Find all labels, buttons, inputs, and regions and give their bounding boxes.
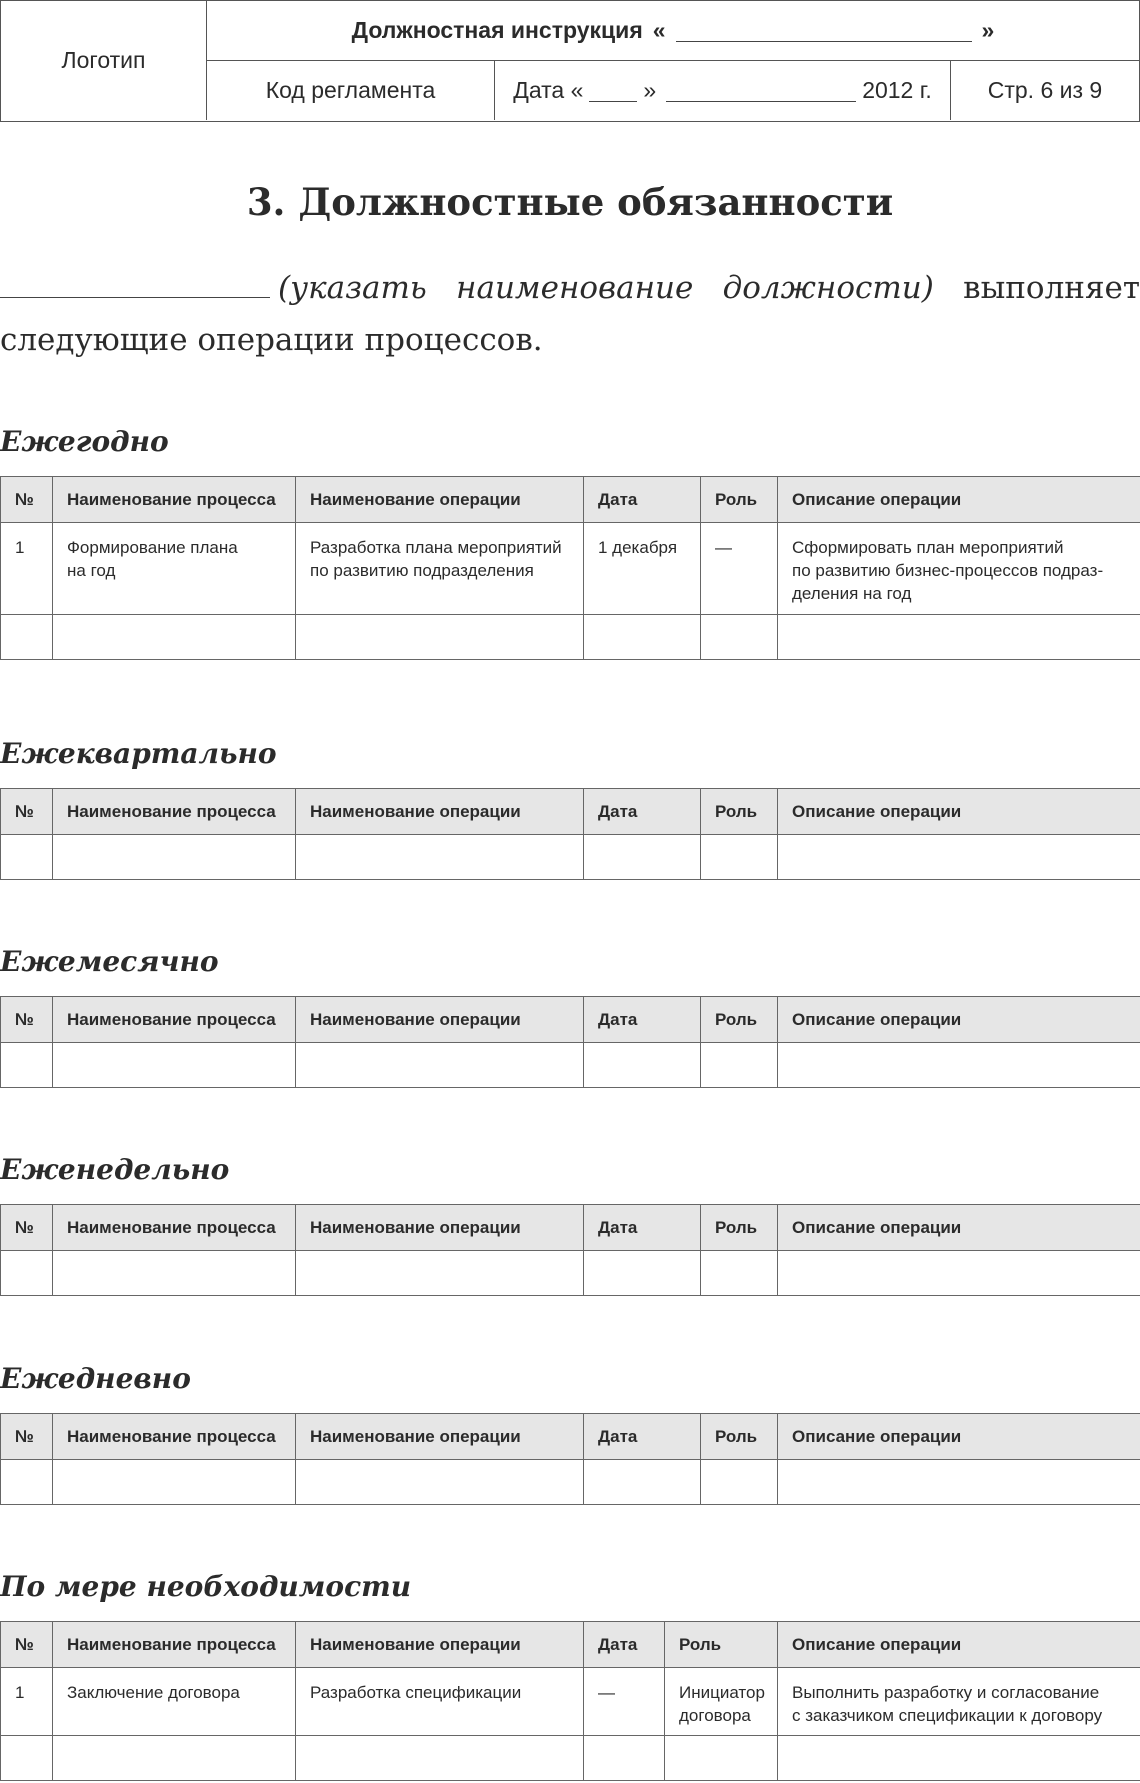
column-header: Дата [584,1622,665,1668]
empty-cell[interactable] [584,1043,701,1088]
column-header: № [1,477,53,523]
column-header: № [1,997,53,1043]
table-cell: — [584,1668,665,1736]
section-heading: По мере необходимости [0,1570,412,1603]
empty-cell[interactable] [1,615,53,660]
empty-cell[interactable] [584,1251,701,1296]
operations-table [0,1621,1140,1781]
date-mid: » [643,77,657,103]
open-quote: « [652,17,666,43]
doc-title: Должностная инструкция [351,17,643,43]
column-header: Описание операции [778,1414,1140,1460]
column-header: Роль [701,997,778,1043]
empty-table-row[interactable] [1,615,1140,660]
operations-table [0,1413,1140,1505]
empty-cell[interactable] [1,1043,53,1088]
doc-meta-row [207,61,1139,120]
empty-table-row[interactable] [1,1043,1140,1088]
operations-table [0,996,1140,1088]
empty-cell[interactable] [584,615,701,660]
empty-cell[interactable] [778,1043,1140,1088]
date-prefix: Дата « [513,77,584,103]
column-header: Описание операции [778,477,1140,523]
empty-cell[interactable] [53,1460,296,1505]
empty-cell[interactable] [778,1251,1140,1296]
empty-cell[interactable] [665,1736,778,1781]
table-cell: Разработка спецификации [296,1668,584,1736]
date-month-blank[interactable] [666,80,856,102]
empty-cell[interactable] [53,1043,296,1088]
column-header: Роль [701,1205,778,1251]
empty-cell[interactable] [701,835,778,880]
close-quote: » [981,17,995,43]
column-header: Наименование операции [296,789,584,835]
column-header: Наименование операции [296,997,584,1043]
column-header: Описание операции [778,1622,1140,1668]
empty-cell[interactable] [701,1251,778,1296]
doc-title-row [207,1,1139,61]
empty-cell[interactable] [296,1736,584,1781]
page-number: Стр. 6 из 9 [987,77,1103,103]
empty-cell[interactable] [1,1460,53,1505]
column-header: Дата [584,1205,701,1251]
date-day-blank[interactable] [589,80,637,102]
reg-code: Код регламента [207,61,495,120]
section-title: 3. Должностные обязанности [246,180,894,224]
table-row [1,1668,1140,1736]
column-header: Наименование операции [296,1622,584,1668]
column-header: Дата [584,997,701,1043]
column-header: Наименование процесса [53,997,296,1043]
column-header: Наименование операции [296,1205,584,1251]
table-cell: 1 [1,523,53,615]
empty-cell[interactable] [296,835,584,880]
column-header: Наименование процесса [53,477,296,523]
operations-table [0,788,1140,880]
date-cell [495,61,951,120]
doc-name-blank[interactable] [676,20,972,42]
empty-cell[interactable] [778,1736,1140,1781]
empty-cell[interactable] [584,1460,701,1505]
empty-cell[interactable] [1,835,53,880]
empty-cell[interactable] [53,1251,296,1296]
position-name-blank[interactable] [0,266,270,298]
intro-italic: (указать наименование должности) [278,270,934,306]
empty-cell[interactable] [296,1251,584,1296]
empty-cell[interactable] [296,615,584,660]
empty-cell[interactable] [701,1043,778,1088]
column-header: Наименование процесса [53,789,296,835]
column-header: № [1,1205,53,1251]
operations-table [0,1204,1140,1296]
table-cell: Выполнить разработку и согласование с заказчиком спецификации к договору [778,1668,1140,1736]
table-header-row [1,789,1140,835]
table-cell: Разработка плана мероприятий по развитию подразделения [296,523,584,615]
column-header: Наименование процесса [53,1622,296,1668]
empty-cell[interactable] [584,1736,665,1781]
section-heading: Ежегодно [0,425,169,458]
column-header: № [1,789,53,835]
empty-cell[interactable] [296,1460,584,1505]
column-header: № [1,1414,53,1460]
document-header [0,0,1140,122]
logo-placeholder: Логотип [1,1,207,120]
empty-cell[interactable] [53,1736,296,1781]
section-heading: Еженедельно [0,1153,230,1186]
column-header: Дата [584,789,701,835]
date-year: 2012 г. [862,77,932,103]
table-cell: Сформировать план мероприятий по развитию бизнес-процессов подраз- деления на год [778,523,1140,615]
table-cell: 1 декабря [584,523,701,615]
table-header-row [1,997,1140,1043]
table-header-row [1,1622,1140,1668]
empty-table-row[interactable] [1,1736,1140,1781]
intro-text: выполняет следующие операции процессов. [0,270,1140,358]
empty-cell[interactable] [1,1251,53,1296]
empty-cell[interactable] [1,1736,53,1781]
column-header: Наименование процесса [53,1414,296,1460]
empty-table-row[interactable] [1,1251,1140,1296]
column-header: Роль [701,789,778,835]
empty-cell[interactable] [778,835,1140,880]
column-header: Описание операции [778,997,1140,1043]
table-cell: Формирование плана на год [53,523,296,615]
empty-cell[interactable] [778,615,1140,660]
column-header: Наименование операции [296,1414,584,1460]
column-header: Роль [701,477,778,523]
column-header: Наименование операции [296,477,584,523]
table-header-row [1,1205,1140,1251]
column-header: Роль [665,1622,778,1668]
empty-cell[interactable] [53,835,296,880]
empty-cell[interactable] [53,615,296,660]
section-heading: Ежеквартально [0,737,277,770]
table-row [1,523,1140,615]
table-cell: 1 [1,1668,53,1736]
empty-cell[interactable] [701,615,778,660]
empty-table-row[interactable] [1,835,1140,880]
column-header: Дата [584,1414,701,1460]
column-header: Дата [584,477,701,523]
empty-table-row[interactable] [1,1460,1140,1505]
section-heading: Ежемесячно [0,945,219,978]
operations-table [0,476,1140,660]
table-header-row [1,1414,1140,1460]
section-heading: Ежедневно [0,1362,191,1395]
table-cell: Заключение договора [53,1668,296,1736]
empty-cell[interactable] [584,835,701,880]
column-header: Описание операции [778,789,1140,835]
table-cell: — [701,523,778,615]
column-header: Описание операции [778,1205,1140,1251]
table-header-row [1,477,1140,523]
column-header: Роль [701,1414,778,1460]
table-cell: Инициатор договора [665,1668,778,1736]
empty-cell[interactable] [296,1043,584,1088]
empty-cell[interactable] [778,1460,1140,1505]
empty-cell[interactable] [701,1460,778,1505]
intro-paragraph [0,262,1140,366]
column-header: № [1,1622,53,1668]
column-header: Наименование процесса [53,1205,296,1251]
